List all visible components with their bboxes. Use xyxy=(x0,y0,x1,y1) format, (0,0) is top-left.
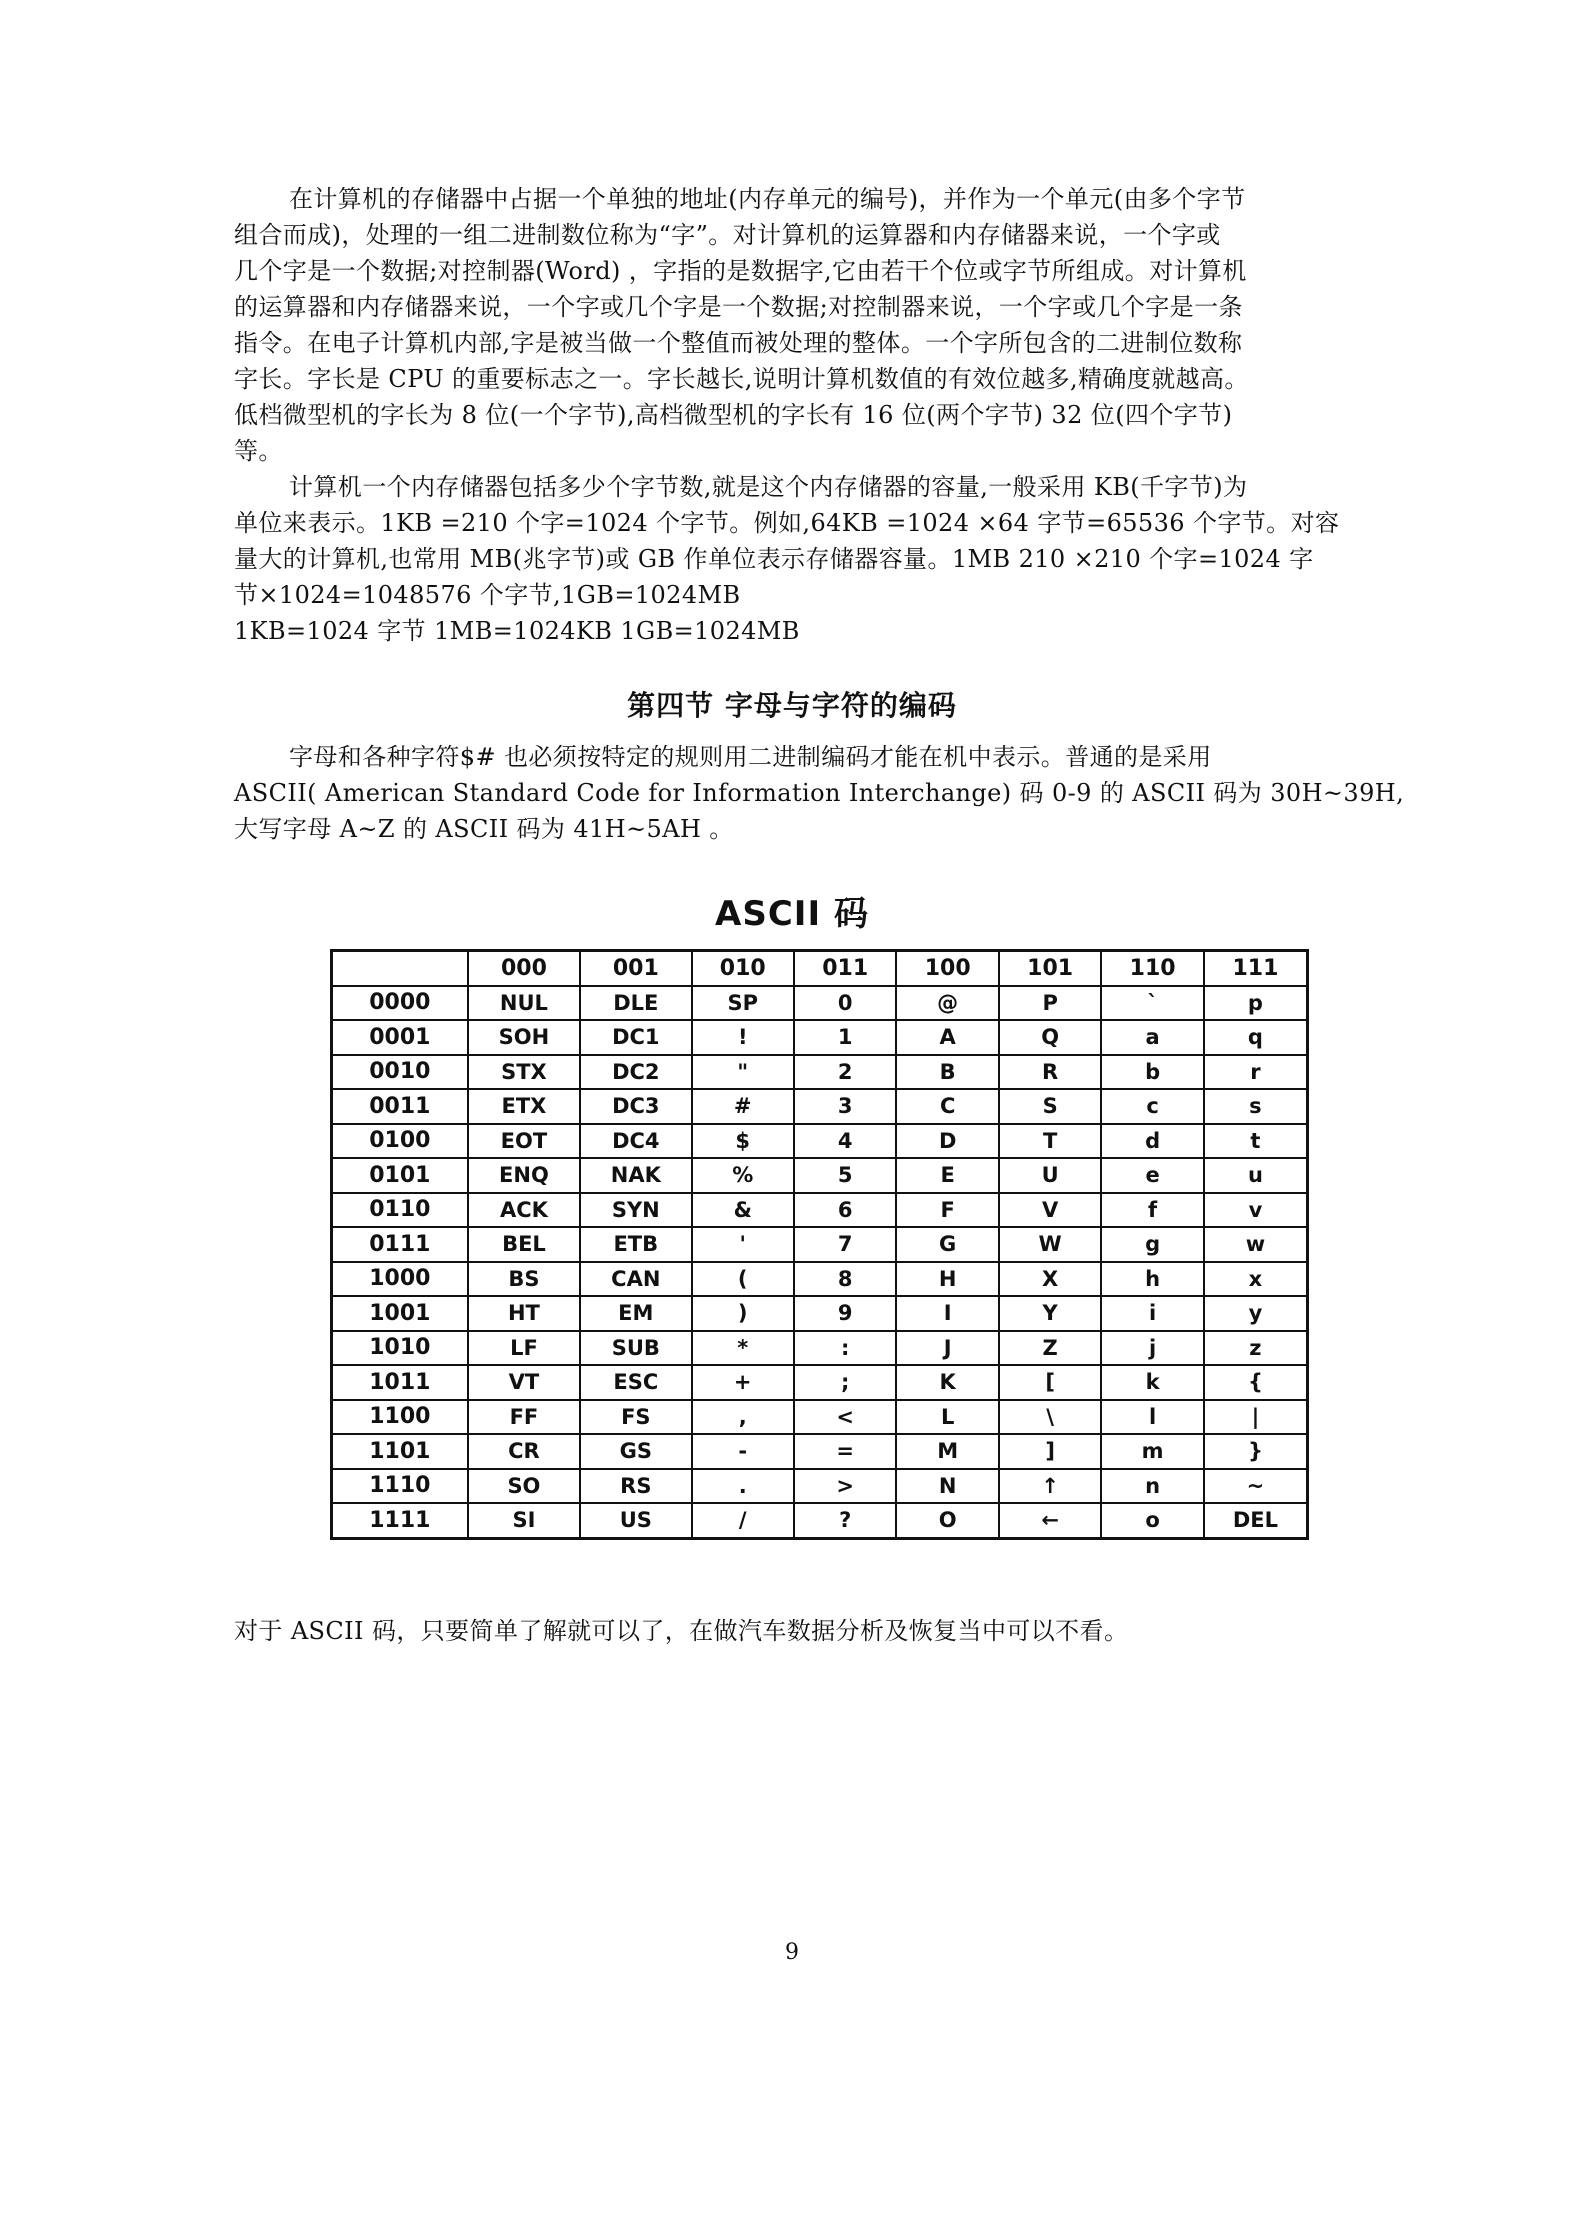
table-cell: k xyxy=(1101,1365,1203,1400)
table-cell: . xyxy=(692,1469,794,1504)
table-row xyxy=(332,1055,1308,1090)
table-cell: NUL xyxy=(468,986,580,1021)
row-header: 1001 xyxy=(332,1296,468,1331)
table-row xyxy=(332,1469,1308,1504)
row-header: 0010 xyxy=(332,1055,468,1090)
table-cell: + xyxy=(692,1365,794,1400)
table-cell: ) xyxy=(692,1296,794,1331)
table-title: ASCII 码 xyxy=(715,894,869,934)
table-cell: 7 xyxy=(794,1227,896,1262)
table-cell: r xyxy=(1204,1055,1308,1090)
table-cell: Z xyxy=(999,1331,1101,1366)
table-cell: 1 xyxy=(794,1020,896,1055)
table-cell: N xyxy=(896,1469,998,1504)
table-cell: H xyxy=(896,1262,998,1297)
table-cell: * xyxy=(692,1331,794,1366)
table-row xyxy=(332,1020,1308,1055)
paragraph-line: 指令。在电子计算机内部,字是被当做一个整值而被处理的整体。一个字所包含的二进制位数称 xyxy=(234,329,1243,357)
table-cell: { xyxy=(1204,1365,1308,1400)
table-cell: ' xyxy=(692,1227,794,1262)
table-cell: SYN xyxy=(580,1193,691,1228)
column-header: 000 xyxy=(468,951,580,986)
paragraph-line: 节×1024=1048576 个字节,1GB=1024MB xyxy=(234,581,741,609)
table-cell: i xyxy=(1101,1296,1203,1331)
table-cell: SO xyxy=(468,1469,580,1504)
table-cell: 6 xyxy=(794,1193,896,1228)
table-cell: 9 xyxy=(794,1296,896,1331)
paragraph-line: 的运算器和内存储器来说，一个字或几个字是一个数据;对控制器来说，一个字或几个字是一条 xyxy=(234,293,1243,321)
table-cell: US xyxy=(580,1503,691,1538)
table-cell: STX xyxy=(468,1055,580,1090)
table-cell: FF xyxy=(468,1400,580,1435)
table-cell: ( xyxy=(692,1262,794,1297)
table-cell: q xyxy=(1204,1020,1308,1055)
table-cell: CAN xyxy=(580,1262,691,1297)
paragraph-line: 字长。字长是 CPU 的重要标志之一。字长越长,说明计算机数值的有效位越多,精确度就越高。 xyxy=(234,365,1249,393)
table-cell: > xyxy=(794,1469,896,1504)
table-cell: \ xyxy=(999,1400,1101,1435)
column-header: 100 xyxy=(896,951,998,986)
column-header: 010 xyxy=(692,951,794,986)
table-cell: X xyxy=(999,1262,1101,1297)
table-cell: x xyxy=(1204,1262,1308,1297)
table-cell: ← xyxy=(999,1503,1101,1538)
table-cell: - xyxy=(692,1434,794,1469)
row-header: 1000 xyxy=(332,1262,468,1297)
table-cell: F xyxy=(896,1193,998,1228)
table-cell: DLE xyxy=(580,986,691,1021)
table-cell: " xyxy=(692,1055,794,1090)
table-cell: DC1 xyxy=(580,1020,691,1055)
table-cell: SOH xyxy=(468,1020,580,1055)
table-cell: d xyxy=(1101,1124,1203,1159)
row-header: 0110 xyxy=(332,1193,468,1228)
table-cell: # xyxy=(692,1089,794,1124)
row-header: 1111 xyxy=(332,1503,468,1538)
table-cell: ] xyxy=(999,1434,1101,1469)
table-cell: B xyxy=(896,1055,998,1090)
table-cell: VT xyxy=(468,1365,580,1400)
table-cell: < xyxy=(794,1400,896,1435)
table-cell: u xyxy=(1204,1158,1308,1193)
table-cell: P xyxy=(999,986,1101,1021)
table-cell: HT xyxy=(468,1296,580,1331)
table-cell: I xyxy=(896,1296,998,1331)
table-row xyxy=(332,1089,1308,1124)
paragraph-line: ASCII( American Standard Code for Information Interchange) 码 0-9 的 ASCII 码为 30H~39H, xyxy=(234,779,1405,807)
table-cell: ! xyxy=(692,1020,794,1055)
table-cell: ` xyxy=(1101,986,1203,1021)
table-cell: w xyxy=(1204,1227,1308,1262)
paragraph-memory-capacity xyxy=(234,469,1369,649)
paragraph-ascii-intro xyxy=(234,739,1405,847)
table-cell: a xyxy=(1101,1020,1203,1055)
table-cell: G xyxy=(896,1227,998,1262)
table-cell: K xyxy=(896,1365,998,1400)
table-cell: ETX xyxy=(468,1089,580,1124)
table-cell: V xyxy=(999,1193,1101,1228)
row-header: 0111 xyxy=(332,1227,468,1262)
row-header: 0101 xyxy=(332,1158,468,1193)
table-cell: LF xyxy=(468,1331,580,1366)
table-cell: ; xyxy=(794,1365,896,1400)
table-cell: g xyxy=(1101,1227,1203,1262)
table-cell: DC3 xyxy=(580,1089,691,1124)
table-cell: ? xyxy=(794,1503,896,1538)
table-cell: o xyxy=(1101,1503,1203,1538)
table-cell: Y xyxy=(999,1296,1101,1331)
table-cell: DEL xyxy=(1204,1503,1308,1538)
row-header: 0000 xyxy=(332,986,468,1021)
table-row xyxy=(332,986,1308,1021)
table-row xyxy=(332,1331,1308,1366)
table-row xyxy=(332,1262,1308,1297)
table-cell: p xyxy=(1204,986,1308,1021)
table-cell: S xyxy=(999,1089,1101,1124)
table-cell: n xyxy=(1101,1469,1203,1504)
page-number: 9 xyxy=(785,1940,799,1965)
table-cell: ETB xyxy=(580,1227,691,1262)
table-cell: SI xyxy=(468,1503,580,1538)
table-cell: y xyxy=(1204,1296,1308,1331)
table-cell: } xyxy=(1204,1434,1308,1469)
column-header: 101 xyxy=(999,951,1101,986)
table-row xyxy=(332,1503,1308,1538)
paragraph-line: 几个字是一个数据;对控制器(Word) ，字指的是数据字,它由若干个位或字节所组成。对计算机 xyxy=(234,257,1247,285)
table-cell: R xyxy=(999,1055,1101,1090)
table-cell: EM xyxy=(580,1296,691,1331)
section-heading: 第四节 字母与字符的编码 xyxy=(627,689,957,722)
table-row xyxy=(332,1365,1308,1400)
table-cell: s xyxy=(1204,1089,1308,1124)
table-cell: c xyxy=(1101,1089,1203,1124)
paragraph-line: 对于 ASCII 码，只要简单了解就可以了，在做汽车数据分析及恢复当中可以不看。 xyxy=(234,1617,1129,1645)
table-cell: J xyxy=(896,1331,998,1366)
column-header: 111 xyxy=(1204,951,1308,986)
table-cell: ESC xyxy=(580,1365,691,1400)
table-cell: M xyxy=(896,1434,998,1469)
table-cell: Q xyxy=(999,1020,1101,1055)
paragraph-word-definition xyxy=(234,181,1369,469)
row-header: 1100 xyxy=(332,1400,468,1435)
table-row xyxy=(332,1193,1308,1228)
paragraph-line: 低档微型机的字长为 8 位(一个字节),高档微型机的字长有 16 位(两个字节) 32 位(四个字节) xyxy=(234,401,1233,429)
table-cell: ↑ xyxy=(999,1469,1101,1504)
row-header: 0100 xyxy=(332,1124,468,1159)
table-cell: DC2 xyxy=(580,1055,691,1090)
table-cell: t xyxy=(1204,1124,1308,1159)
table-cell: 2 xyxy=(794,1055,896,1090)
table-cell: SP xyxy=(692,986,794,1021)
row-header: 1011 xyxy=(332,1365,468,1400)
table-row xyxy=(332,1124,1308,1159)
table-cell: ENQ xyxy=(468,1158,580,1193)
table-cell: j xyxy=(1101,1331,1203,1366)
paragraph-line: 组合而成)，处理的一组二进制数位称为“字”。对计算机的运算器和内存储器来说，一个字或 xyxy=(234,221,1221,249)
row-header: 0001 xyxy=(332,1020,468,1055)
table-cell: CR xyxy=(468,1434,580,1469)
table-cell: A xyxy=(896,1020,998,1055)
table-cell: $ xyxy=(692,1124,794,1159)
table-cell: D xyxy=(896,1124,998,1159)
table-cell: @ xyxy=(896,986,998,1021)
paragraph-line: 单位来表示。1KB =210 个字=1024 个字节。例如,64KB =1024 ×64 字节=65536 个字节。对容 xyxy=(234,509,1340,537)
table-cell: l xyxy=(1101,1400,1203,1435)
table-row xyxy=(332,1158,1308,1193)
table-row xyxy=(332,1296,1308,1331)
paragraph-ascii-note xyxy=(234,1613,1369,1649)
row-header: 1101 xyxy=(332,1434,468,1469)
table-cell: EOT xyxy=(468,1124,580,1159)
table-cell: / xyxy=(692,1503,794,1538)
paragraph-line: 1KB=1024 字节 1MB=1024KB 1GB=1024MB xyxy=(234,617,800,645)
table-cell: : xyxy=(794,1331,896,1366)
table-cell: 5 xyxy=(794,1158,896,1193)
table-cell: RS xyxy=(580,1469,691,1504)
table-cell: f xyxy=(1101,1193,1203,1228)
table-cell: 8 xyxy=(794,1262,896,1297)
table-cell: BEL xyxy=(468,1227,580,1262)
table-cell: C xyxy=(896,1089,998,1124)
table-cell: E xyxy=(896,1158,998,1193)
table-cell: DC4 xyxy=(580,1124,691,1159)
table-header-row xyxy=(332,951,1308,986)
table-cell: SUB xyxy=(580,1331,691,1366)
paragraph-line: 等。 xyxy=(234,437,283,465)
table-cell: GS xyxy=(580,1434,691,1469)
table-cell: BS xyxy=(468,1262,580,1297)
paragraph-line: 计算机一个内存储器包括多少个字节数,就是这个内存储器的容量,一般采用 KB(千字节)为 xyxy=(289,473,1248,501)
table-cell: 3 xyxy=(794,1089,896,1124)
column-header: 011 xyxy=(794,951,896,986)
table-cell: [ xyxy=(999,1365,1101,1400)
column-header: 001 xyxy=(580,951,691,986)
table-cell: | xyxy=(1204,1400,1308,1435)
paragraph-line: 在计算机的存储器中占据一个单独的地址(内存单元的编号)，并作为一个单元(由多个字节 xyxy=(289,185,1246,213)
column-header: 110 xyxy=(1101,951,1203,986)
paragraph-line: 大写字母 A~Z 的 ASCII 码为 41H~5AH 。 xyxy=(234,815,734,843)
table-cell: h xyxy=(1101,1262,1203,1297)
table-cell: T xyxy=(999,1124,1101,1159)
table-cell: NAK xyxy=(580,1158,691,1193)
table-cell: m xyxy=(1101,1434,1203,1469)
table-cell: FS xyxy=(580,1400,691,1435)
paragraph-line: 量大的计算机,也常用 MB(兆字节)或 GB 作单位表示存储器容量。1MB 210 ×210 个字=1024 字 xyxy=(234,545,1314,573)
table-cell: v xyxy=(1204,1193,1308,1228)
row-header: 0011 xyxy=(332,1089,468,1124)
table-cell: & xyxy=(692,1193,794,1228)
table-corner-cell xyxy=(332,951,468,986)
table-cell: b xyxy=(1101,1055,1203,1090)
table-cell: e xyxy=(1101,1158,1203,1193)
table-row xyxy=(332,1400,1308,1435)
table-cell: 0 xyxy=(794,986,896,1021)
table-cell: % xyxy=(692,1158,794,1193)
table-cell: L xyxy=(896,1400,998,1435)
table-cell: U xyxy=(999,1158,1101,1193)
table-cell: W xyxy=(999,1227,1101,1262)
table-cell: = xyxy=(794,1434,896,1469)
table-row xyxy=(332,1434,1308,1469)
table-row xyxy=(332,1227,1308,1262)
table-cell: ACK xyxy=(468,1193,580,1228)
table-cell: z xyxy=(1204,1331,1308,1366)
table-body xyxy=(332,986,1308,1539)
table-cell: 4 xyxy=(794,1124,896,1159)
row-header: 1010 xyxy=(332,1331,468,1366)
ascii-table xyxy=(330,949,1309,1540)
table-cell: ~ xyxy=(1204,1469,1308,1504)
paragraph-line: 字母和各种字符$# 也必须按特定的规则用二进制编码才能在机中表示。普通的是采用 xyxy=(289,743,1212,771)
table-cell: , xyxy=(692,1400,794,1435)
row-header: 1110 xyxy=(332,1469,468,1504)
table-cell: O xyxy=(896,1503,998,1538)
